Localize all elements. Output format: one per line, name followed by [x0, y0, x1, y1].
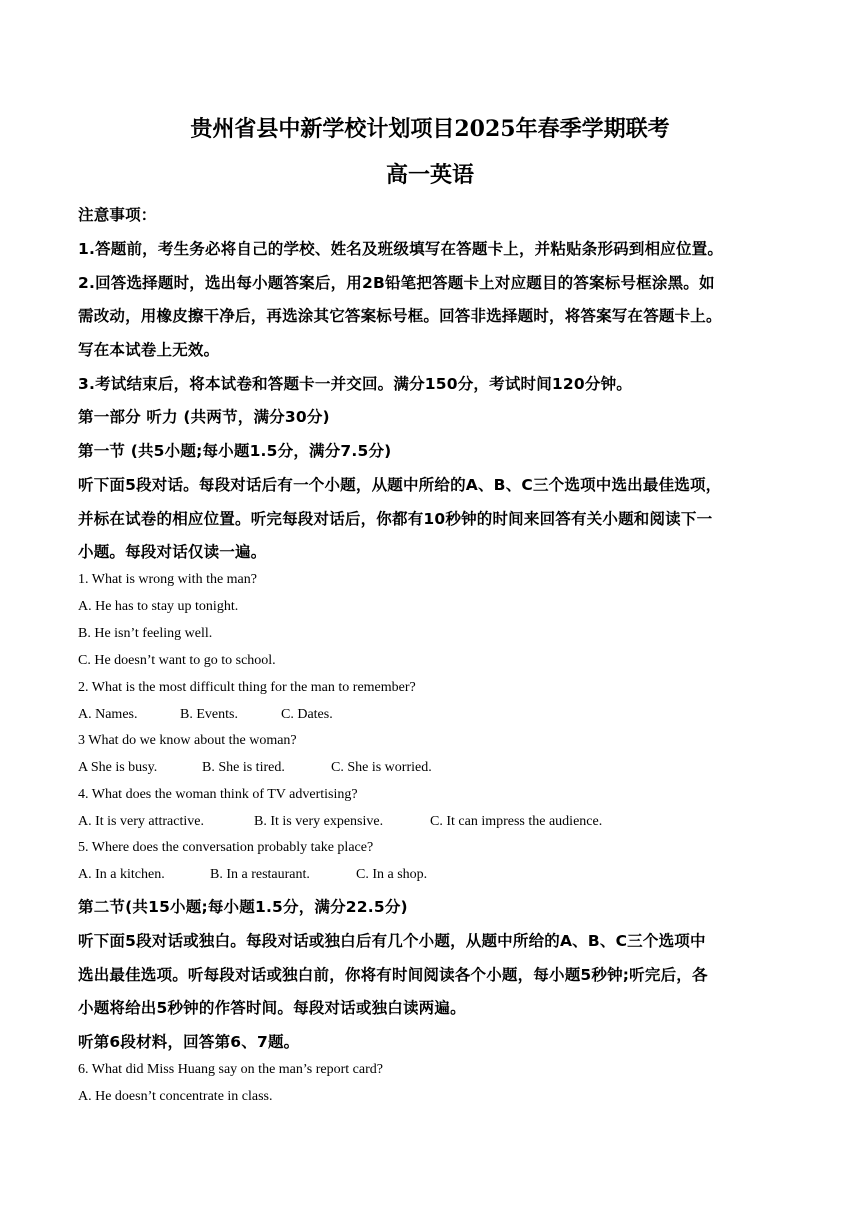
question-1-option-b: B. He isn’t feeling well. — [78, 626, 213, 641]
section2-instruction-line-2: 选出最佳选项。听每段对话或独白前，你将有时间阅读各个小题，每小题5秒钟;听完后，各 — [78, 966, 708, 984]
question-4-option-c: C. It can impress the audience. — [430, 814, 603, 829]
exam-subject: 高一英语 — [385, 162, 474, 188]
section1-instruction-line-2: 并标在试卷的相应位置。听完每段对话后，你都有10秒钟的时间来回答有关小题和阅读下一 — [78, 510, 713, 528]
question-5-options — [78, 867, 427, 883]
question-6-stem: 6. What did Miss Huang say on the man’s report card? — [78, 1062, 383, 1077]
section2-instruction-line-1: 听下面5段对话或独白。每段对话或独白后有几个小题，从题中所给的A、B、C三个选项中 — [78, 932, 706, 950]
question-2-option-b: B. Events. — [180, 707, 238, 722]
material-6-heading: 听第6段材料，回答第6、7题。 — [78, 1033, 300, 1051]
question-4-option-a: A. It is very attractive. — [78, 814, 204, 829]
notice-item-2-line-3: 写在本试卷上无效。 — [78, 341, 220, 359]
notice-item-1: 1.答题前，考生务必将自己的学校、姓名及班级填写在答题卡上，并粘贴条形码到相应位置。 — [78, 240, 724, 258]
question-4-options — [78, 814, 602, 830]
question-5-option-c: C. In a shop. — [356, 867, 428, 882]
section1-instruction-line-1: 听下面5段对话。每段对话后有一个小题，从题中所给的A、B、C三个选项中选出最佳选项， — [78, 476, 722, 494]
section1-instruction-line-3: 小题。每段对话仅读一遍。 — [78, 543, 267, 561]
notice-item-2-line-2: 需改动，用橡皮擦干净后，再选涂其它答案标号框。回答非选择题时，将答案写在答题卡上。 — [78, 307, 722, 325]
exam-title: 贵州省县中新学校计划项目2025年春季学期联考 — [190, 116, 670, 142]
part1-heading: 第一部分 听力 (共两节，满分30分) — [78, 408, 330, 426]
question-3-option-c: C. She is worried. — [331, 760, 432, 775]
question-6-option-a: A. He doesn’t concentrate in class. — [78, 1089, 273, 1104]
question-1-option-a: A. He has to stay up tonight. — [78, 599, 239, 614]
question-2-option-c: C. Dates. — [281, 707, 333, 722]
question-4-stem: 4. What does the woman think of TV advertising? — [78, 787, 358, 802]
question-3-option-b: B. She is tired. — [202, 760, 285, 775]
question-1-option-c: C. He doesn’t want to go to school. — [78, 653, 276, 668]
question-3-option-a: A She is busy. — [78, 760, 158, 775]
notice-item-3: 3.考试结束后，将本试卷和答题卡一并交回。满分150分，考试时间120分钟。 — [78, 375, 632, 393]
notice-heading: 注意事项： — [78, 206, 157, 224]
question-2-options — [78, 707, 333, 723]
question-2-option-a: A. Names. — [78, 707, 138, 722]
question-5-option-a: A. In a kitchen. — [78, 867, 165, 882]
question-4-option-b: B. It is very expensive. — [254, 814, 384, 829]
section1-heading: 第一节 (共5小题;每小题1.5分，满分7.5分) — [78, 442, 392, 460]
question-5-stem: 5. Where does the conversation probably take place? — [78, 840, 374, 855]
section2-instruction-line-3: 小题将给出5秒钟的作答时间。每段对话或独白读两遍。 — [78, 999, 466, 1017]
question-2-stem: 2. What is the most difficult thing for the man to remember? — [78, 680, 416, 695]
question-1-stem: 1. What is wrong with the man? — [78, 572, 257, 587]
notice-item-2-line-1: 2.回答选择题时，选出每小题答案后，用2B铅笔把答题卡上对应题目的答案标号框涂黑。如 — [78, 274, 715, 292]
question-3-options — [78, 760, 432, 776]
section2-heading: 第二节(共15小题;每小题1.5分，满分22.5分) — [78, 898, 408, 916]
question-5-option-b: B. In a restaurant. — [210, 867, 310, 882]
question-3-stem: 3 What do we know about the woman? — [78, 733, 297, 748]
